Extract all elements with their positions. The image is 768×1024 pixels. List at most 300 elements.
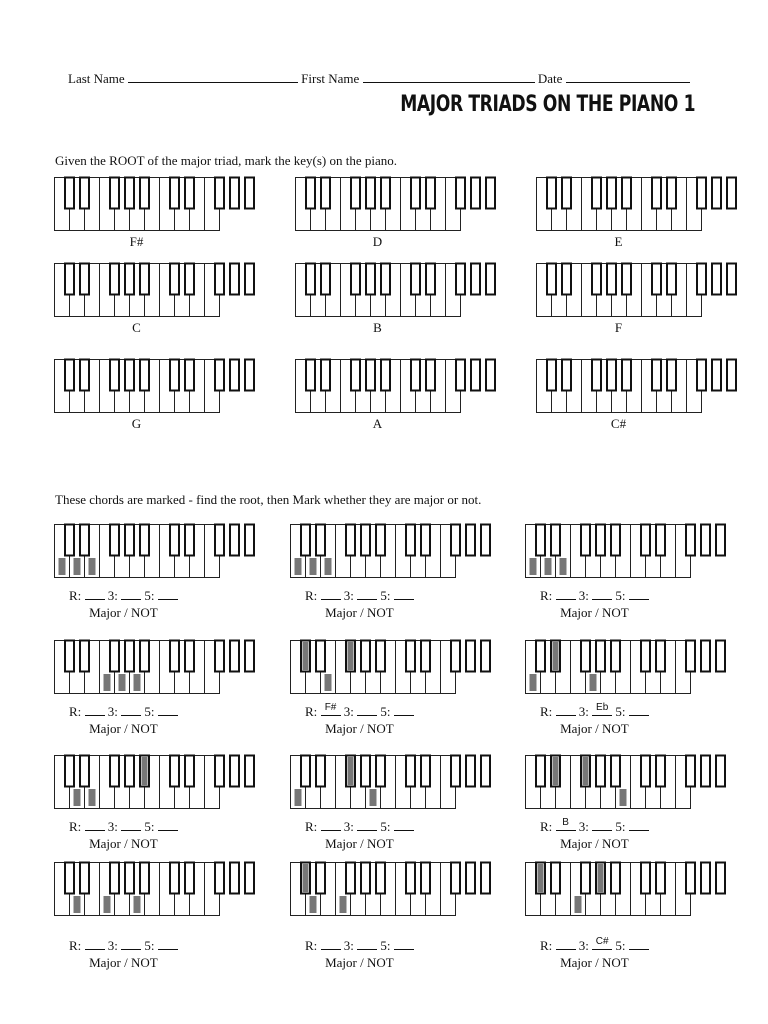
- black-key-F#[interactable]: [215, 863, 224, 894]
- black-key-A#[interactable]: [140, 178, 149, 209]
- fifth-answer-field[interactable]: [394, 938, 414, 950]
- major-not-choice[interactable]: Major / NOT: [89, 955, 158, 970]
- black-key-A#[interactable]: [140, 264, 149, 295]
- black-key-G#[interactable]: [596, 756, 605, 787]
- black-key-G#[interactable]: [125, 756, 134, 787]
- major-not-choice[interactable]: Major / NOT: [560, 836, 629, 851]
- fifth-answer-field[interactable]: [394, 819, 414, 831]
- marked-key-C: [59, 558, 66, 575]
- marked-key-A#: [142, 757, 148, 785]
- black-key-A#[interactable]: [622, 360, 631, 391]
- black-key-G#[interactable]: [125, 641, 134, 672]
- black-key-G#[interactable]: [366, 360, 375, 391]
- third-answer-field[interactable]: [121, 704, 141, 716]
- black-key-F#[interactable]: [215, 178, 224, 209]
- black-key-G#[interactable]: [230, 641, 239, 672]
- major-not-choice[interactable]: Major / NOT: [325, 836, 394, 851]
- date-label: Date: [537, 71, 563, 86]
- third-answer-field[interactable]: [121, 588, 141, 600]
- black-key-F#[interactable]: [110, 360, 119, 391]
- black-key-A#[interactable]: [716, 863, 725, 894]
- black-key-G#[interactable]: [466, 525, 475, 556]
- major-not-choice[interactable]: Major / NOT: [560, 955, 629, 970]
- black-key-A#[interactable]: [140, 863, 149, 894]
- black-key-G#[interactable]: [712, 360, 721, 391]
- black-key-C#[interactable]: [170, 863, 179, 894]
- black-key-G#[interactable]: [607, 178, 616, 209]
- black-key-F#[interactable]: [451, 863, 460, 894]
- black-key-C#[interactable]: [411, 264, 420, 295]
- marked-key-D: [74, 896, 81, 913]
- black-key-D#[interactable]: [80, 178, 89, 209]
- fifth-label: 5:: [615, 704, 626, 719]
- black-key-C#[interactable]: [536, 641, 545, 672]
- black-key-G#[interactable]: [230, 756, 239, 787]
- black-key-C#[interactable]: [411, 178, 420, 209]
- black-key-A#[interactable]: [716, 525, 725, 556]
- black-key-C#[interactable]: [641, 863, 650, 894]
- date-field[interactable]: [566, 70, 690, 83]
- root-label: F#: [129, 234, 144, 249]
- black-key-D#[interactable]: [80, 863, 89, 894]
- black-key-D#[interactable]: [80, 360, 89, 391]
- black-key-F#[interactable]: [110, 756, 119, 787]
- marked-key-C#: [303, 642, 309, 670]
- marked-key-D: [74, 789, 81, 806]
- black-key-A#[interactable]: [611, 525, 620, 556]
- third-label: 3:: [578, 704, 589, 719]
- black-key-C#[interactable]: [306, 264, 315, 295]
- black-key-C#[interactable]: [641, 525, 650, 556]
- answer-block: [69, 704, 178, 737]
- black-key-A#[interactable]: [245, 863, 254, 894]
- black-key-G#[interactable]: [361, 525, 370, 556]
- black-key-C#[interactable]: [170, 360, 179, 391]
- fifth-answer-field[interactable]: [394, 588, 414, 600]
- black-key-D#[interactable]: [656, 756, 665, 787]
- black-key-D#[interactable]: [321, 178, 330, 209]
- black-key-D#[interactable]: [667, 360, 676, 391]
- section1-7-keyboard: [54, 359, 220, 413]
- root-answer-field[interactable]: [85, 704, 105, 716]
- black-key-A#[interactable]: [727, 178, 736, 209]
- black-key-D#[interactable]: [80, 756, 89, 787]
- fifth-answer-field[interactable]: [158, 588, 178, 600]
- third-label: 3:: [343, 588, 354, 603]
- black-key-F#[interactable]: [110, 525, 119, 556]
- black-key-F#[interactable]: [592, 264, 601, 295]
- marked-key-D#: [553, 757, 559, 785]
- answer-block: [69, 819, 178, 852]
- black-key-A#[interactable]: [716, 756, 725, 787]
- fifth-label: 5:: [144, 704, 155, 719]
- black-key-C#[interactable]: [170, 264, 179, 295]
- section1-2-keyboard: [295, 177, 461, 231]
- black-key-F#[interactable]: [451, 641, 460, 672]
- black-key-C#[interactable]: [170, 756, 179, 787]
- answer-block: [540, 704, 649, 737]
- black-key-D#[interactable]: [80, 264, 89, 295]
- black-key-F#[interactable]: [456, 264, 465, 295]
- major-not-choice[interactable]: Major / NOT: [560, 605, 629, 620]
- black-key-C#[interactable]: [411, 360, 420, 391]
- black-key-A#[interactable]: [622, 264, 631, 295]
- black-key-F#[interactable]: [346, 525, 355, 556]
- fifth-answer-field[interactable]: [158, 819, 178, 831]
- black-key-A#[interactable]: [245, 756, 254, 787]
- black-key-D#[interactable]: [667, 264, 676, 295]
- black-key-C#[interactable]: [406, 863, 415, 894]
- black-key-A#[interactable]: [486, 360, 495, 391]
- black-key-F#[interactable]: [346, 863, 355, 894]
- root-label: B: [373, 320, 382, 335]
- black-key-D#[interactable]: [185, 525, 194, 556]
- black-key-C#[interactable]: [306, 178, 315, 209]
- black-key-F#[interactable]: [351, 360, 360, 391]
- black-key-C#[interactable]: [547, 264, 556, 295]
- black-key-G#[interactable]: [361, 641, 370, 672]
- fifth-answer-field[interactable]: [629, 704, 649, 716]
- last-name-label: Last Name: [68, 71, 125, 86]
- black-key-C#[interactable]: [170, 178, 179, 209]
- black-key-A#[interactable]: [376, 863, 385, 894]
- black-key-C#[interactable]: [65, 641, 74, 672]
- black-key-C#[interactable]: [170, 641, 179, 672]
- answer-row: [69, 819, 178, 835]
- black-key-F#[interactable]: [686, 756, 695, 787]
- black-key-G#[interactable]: [712, 264, 721, 295]
- black-key-D#[interactable]: [426, 264, 435, 295]
- root-answer-field[interactable]: [85, 938, 105, 950]
- third-answer-text: Eb: [596, 702, 609, 713]
- third-answer-field[interactable]: [357, 704, 377, 716]
- fifth-answer-field[interactable]: [629, 819, 649, 831]
- marked-key-C: [530, 558, 537, 575]
- black-key-G#[interactable]: [471, 264, 480, 295]
- black-key-G#[interactable]: [701, 756, 710, 787]
- black-key-D#[interactable]: [316, 863, 325, 894]
- black-key-F#[interactable]: [215, 264, 224, 295]
- black-key-C#[interactable]: [65, 360, 74, 391]
- black-key-F#[interactable]: [697, 264, 706, 295]
- black-key-F#[interactable]: [592, 178, 601, 209]
- black-key-D#[interactable]: [562, 360, 571, 391]
- black-key-D#[interactable]: [421, 525, 430, 556]
- third-answer-field[interactable]: [357, 588, 377, 600]
- root-answer-field[interactable]: [556, 938, 576, 950]
- exercise-7-keyboard: [54, 755, 220, 809]
- exercise-6-keyboard: [525, 640, 691, 694]
- black-key-G#[interactable]: [125, 525, 134, 556]
- black-key-D#[interactable]: [562, 178, 571, 209]
- black-key-G#[interactable]: [701, 863, 710, 894]
- black-key-A#[interactable]: [381, 360, 390, 391]
- root-answer-field[interactable]: [321, 588, 341, 600]
- root-label: E: [614, 234, 623, 249]
- black-key-C#[interactable]: [170, 525, 179, 556]
- black-key-D#[interactable]: [185, 264, 194, 295]
- black-key-A#[interactable]: [245, 360, 254, 391]
- third-answer-field[interactable]: [592, 938, 612, 950]
- black-key-D#[interactable]: [667, 178, 676, 209]
- major-not-choice[interactable]: Major / NOT: [89, 721, 158, 736]
- black-key-D#[interactable]: [185, 863, 194, 894]
- black-key-C#[interactable]: [301, 756, 310, 787]
- black-key-G#[interactable]: [466, 863, 475, 894]
- black-key-D#[interactable]: [321, 264, 330, 295]
- major-not-choice[interactable]: Major / NOT: [325, 605, 394, 620]
- third-answer-field[interactable]: [592, 819, 612, 831]
- black-key-D#[interactable]: [185, 360, 194, 391]
- black-key-F#[interactable]: [581, 525, 590, 556]
- black-key-G#[interactable]: [607, 264, 616, 295]
- third-answer-field[interactable]: [357, 819, 377, 831]
- black-key-A#[interactable]: [381, 264, 390, 295]
- black-key-A#[interactable]: [381, 178, 390, 209]
- black-key-F#[interactable]: [110, 863, 119, 894]
- root-answer-field[interactable]: [556, 588, 576, 600]
- black-key-A#[interactable]: [245, 525, 254, 556]
- black-key-F#[interactable]: [215, 641, 224, 672]
- first-name-label: First Name: [301, 71, 360, 86]
- fifth-label: 5:: [615, 588, 626, 603]
- black-key-G#[interactable]: [125, 178, 134, 209]
- black-key-D#[interactable]: [421, 756, 430, 787]
- black-key-D#[interactable]: [185, 641, 194, 672]
- black-key-D#[interactable]: [656, 525, 665, 556]
- black-key-A#[interactable]: [245, 264, 254, 295]
- black-key-F#[interactable]: [110, 264, 119, 295]
- black-key-A#[interactable]: [376, 756, 385, 787]
- black-key-A#[interactable]: [376, 641, 385, 672]
- black-key-A#[interactable]: [716, 641, 725, 672]
- name-date-bar: [68, 70, 690, 87]
- major-not-choice[interactable]: Major / NOT: [325, 721, 394, 736]
- major-not-choice[interactable]: Major / NOT: [560, 721, 629, 736]
- black-key-F#[interactable]: [110, 178, 119, 209]
- answer-block: [305, 938, 414, 971]
- black-key-C#[interactable]: [65, 178, 74, 209]
- black-key-G#[interactable]: [607, 360, 616, 391]
- black-key-G#[interactable]: [230, 360, 239, 391]
- section2-instruction: These chords are marked - find the root, then Mark whether they are major or not.: [55, 492, 482, 507]
- black-key-D#[interactable]: [185, 178, 194, 209]
- black-key-D#[interactable]: [551, 863, 560, 894]
- black-key-F#[interactable]: [592, 360, 601, 391]
- third-label: 3:: [343, 938, 354, 953]
- root-answer-field[interactable]: [85, 588, 105, 600]
- black-key-D#[interactable]: [80, 525, 89, 556]
- root-answer-field[interactable]: [556, 819, 576, 831]
- black-key-F#[interactable]: [697, 360, 706, 391]
- black-key-C#[interactable]: [547, 178, 556, 209]
- black-key-F#[interactable]: [451, 756, 460, 787]
- black-key-C#[interactable]: [306, 360, 315, 391]
- black-key-D#[interactable]: [316, 756, 325, 787]
- black-key-C#[interactable]: [65, 863, 74, 894]
- black-key-C#[interactable]: [301, 525, 310, 556]
- black-key-D#[interactable]: [426, 360, 435, 391]
- black-key-G#[interactable]: [125, 863, 134, 894]
- fifth-answer-field[interactable]: [158, 704, 178, 716]
- black-key-A#[interactable]: [727, 264, 736, 295]
- root-label: R:: [305, 819, 318, 834]
- black-key-C#[interactable]: [406, 756, 415, 787]
- marked-key-E: [325, 558, 332, 575]
- black-key-F#[interactable]: [215, 756, 224, 787]
- black-key-G#[interactable]: [366, 264, 375, 295]
- third-answer-field[interactable]: [592, 588, 612, 600]
- fifth-answer-field[interactable]: [158, 938, 178, 950]
- black-key-A#[interactable]: [622, 178, 631, 209]
- black-key-F#[interactable]: [351, 178, 360, 209]
- root-label: C: [132, 320, 141, 335]
- black-key-D#[interactable]: [421, 863, 430, 894]
- answer-block: [540, 938, 649, 971]
- major-not-choice[interactable]: Major / NOT: [89, 605, 158, 620]
- black-key-G#[interactable]: [230, 264, 239, 295]
- black-key-F#[interactable]: [697, 178, 706, 209]
- black-key-A#[interactable]: [481, 756, 490, 787]
- black-key-G#[interactable]: [125, 360, 134, 391]
- black-key-C#[interactable]: [547, 360, 556, 391]
- black-key-A#[interactable]: [140, 525, 149, 556]
- root-label: R:: [305, 938, 318, 953]
- black-key-A#[interactable]: [727, 360, 736, 391]
- black-key-D#[interactable]: [562, 264, 571, 295]
- black-key-C#[interactable]: [652, 178, 661, 209]
- fifth-answer-field[interactable]: [629, 588, 649, 600]
- root-answer-field[interactable]: [556, 704, 576, 716]
- black-key-G#[interactable]: [466, 641, 475, 672]
- third-answer-field[interactable]: [357, 938, 377, 950]
- black-key-F#[interactable]: [215, 525, 224, 556]
- black-key-G#[interactable]: [712, 178, 721, 209]
- black-key-C#[interactable]: [65, 756, 74, 787]
- root-label: R:: [540, 704, 553, 719]
- black-key-D#[interactable]: [421, 641, 430, 672]
- exercise-1-keyboard: [54, 524, 220, 578]
- black-key-C#[interactable]: [641, 756, 650, 787]
- black-key-A#[interactable]: [481, 641, 490, 672]
- fifth-answer-field[interactable]: [629, 938, 649, 950]
- black-key-A#[interactable]: [245, 178, 254, 209]
- black-key-G#[interactable]: [125, 264, 134, 295]
- black-key-G#[interactable]: [230, 863, 239, 894]
- major-not-choice[interactable]: Major / NOT: [89, 836, 158, 851]
- black-key-A#[interactable]: [611, 756, 620, 787]
- black-key-G#[interactable]: [471, 178, 480, 209]
- black-key-G#[interactable]: [361, 863, 370, 894]
- black-key-F#[interactable]: [686, 641, 695, 672]
- black-key-F#[interactable]: [581, 641, 590, 672]
- black-key-F#[interactable]: [451, 525, 460, 556]
- black-key-A#[interactable]: [481, 525, 490, 556]
- black-key-A#[interactable]: [140, 360, 149, 391]
- black-key-G#[interactable]: [701, 525, 710, 556]
- answer-block: [305, 588, 414, 621]
- black-key-C#[interactable]: [406, 641, 415, 672]
- black-key-G#[interactable]: [366, 178, 375, 209]
- black-key-A#[interactable]: [486, 178, 495, 209]
- black-key-D#[interactable]: [185, 756, 194, 787]
- black-key-F#[interactable]: [456, 360, 465, 391]
- black-key-G#[interactable]: [230, 525, 239, 556]
- black-key-F#[interactable]: [686, 863, 695, 894]
- black-key-D#[interactable]: [656, 863, 665, 894]
- first-name-field[interactable]: [363, 70, 535, 83]
- black-key-F#[interactable]: [215, 360, 224, 391]
- black-key-F#[interactable]: [456, 178, 465, 209]
- black-key-D#[interactable]: [551, 525, 560, 556]
- black-key-F#[interactable]: [686, 525, 695, 556]
- black-key-G#[interactable]: [230, 178, 239, 209]
- black-key-G#[interactable]: [361, 756, 370, 787]
- black-key-G#[interactable]: [701, 641, 710, 672]
- exercise-11-keyboard: [290, 862, 456, 916]
- fifth-label: 5:: [380, 704, 391, 719]
- root-label: R:: [69, 704, 82, 719]
- marked-key-C: [295, 789, 302, 806]
- black-key-C#[interactable]: [65, 525, 74, 556]
- black-key-C#[interactable]: [652, 264, 661, 295]
- black-key-A#[interactable]: [376, 525, 385, 556]
- black-key-D#[interactable]: [426, 178, 435, 209]
- marked-key-E: [560, 558, 567, 575]
- black-key-A#[interactable]: [611, 863, 620, 894]
- black-key-D#[interactable]: [316, 525, 325, 556]
- black-key-A#[interactable]: [481, 863, 490, 894]
- black-key-A#[interactable]: [486, 264, 495, 295]
- black-key-D#[interactable]: [80, 641, 89, 672]
- black-key-D#[interactable]: [656, 641, 665, 672]
- black-key-C#[interactable]: [536, 525, 545, 556]
- black-key-C#[interactable]: [65, 264, 74, 295]
- root-answer-field[interactable]: [321, 938, 341, 950]
- root-answer-field[interactable]: [321, 704, 341, 716]
- black-key-C#[interactable]: [641, 641, 650, 672]
- black-key-A#[interactable]: [140, 641, 149, 672]
- marked-key-C#: [538, 864, 544, 892]
- black-key-C#[interactable]: [406, 525, 415, 556]
- black-key-F#[interactable]: [351, 264, 360, 295]
- black-key-A#[interactable]: [245, 641, 254, 672]
- root-label: R:: [69, 819, 82, 834]
- black-key-D#[interactable]: [316, 641, 325, 672]
- black-key-A#[interactable]: [611, 641, 620, 672]
- black-key-F#[interactable]: [110, 641, 119, 672]
- major-not-choice[interactable]: Major / NOT: [325, 955, 394, 970]
- black-key-G#[interactable]: [596, 641, 605, 672]
- black-key-C#[interactable]: [652, 360, 661, 391]
- answer-block: [305, 819, 414, 852]
- black-key-G#[interactable]: [466, 756, 475, 787]
- section1-instruction: Given the ROOT of the major triad, mark the key(s) on the piano.: [55, 153, 398, 168]
- black-key-C#[interactable]: [536, 756, 545, 787]
- black-key-F#[interactable]: [581, 863, 590, 894]
- marked-key-D: [310, 896, 317, 913]
- third-answer-field[interactable]: [121, 938, 141, 950]
- black-key-G#[interactable]: [596, 525, 605, 556]
- last-name-field[interactable]: [128, 70, 298, 83]
- root-answer-field[interactable]: [321, 819, 341, 831]
- third-answer-field[interactable]: [592, 704, 612, 716]
- third-answer-field[interactable]: [121, 819, 141, 831]
- black-key-G#[interactable]: [471, 360, 480, 391]
- root-answer-field[interactable]: [85, 819, 105, 831]
- black-key-D#[interactable]: [321, 360, 330, 391]
- fifth-answer-field[interactable]: [394, 704, 414, 716]
